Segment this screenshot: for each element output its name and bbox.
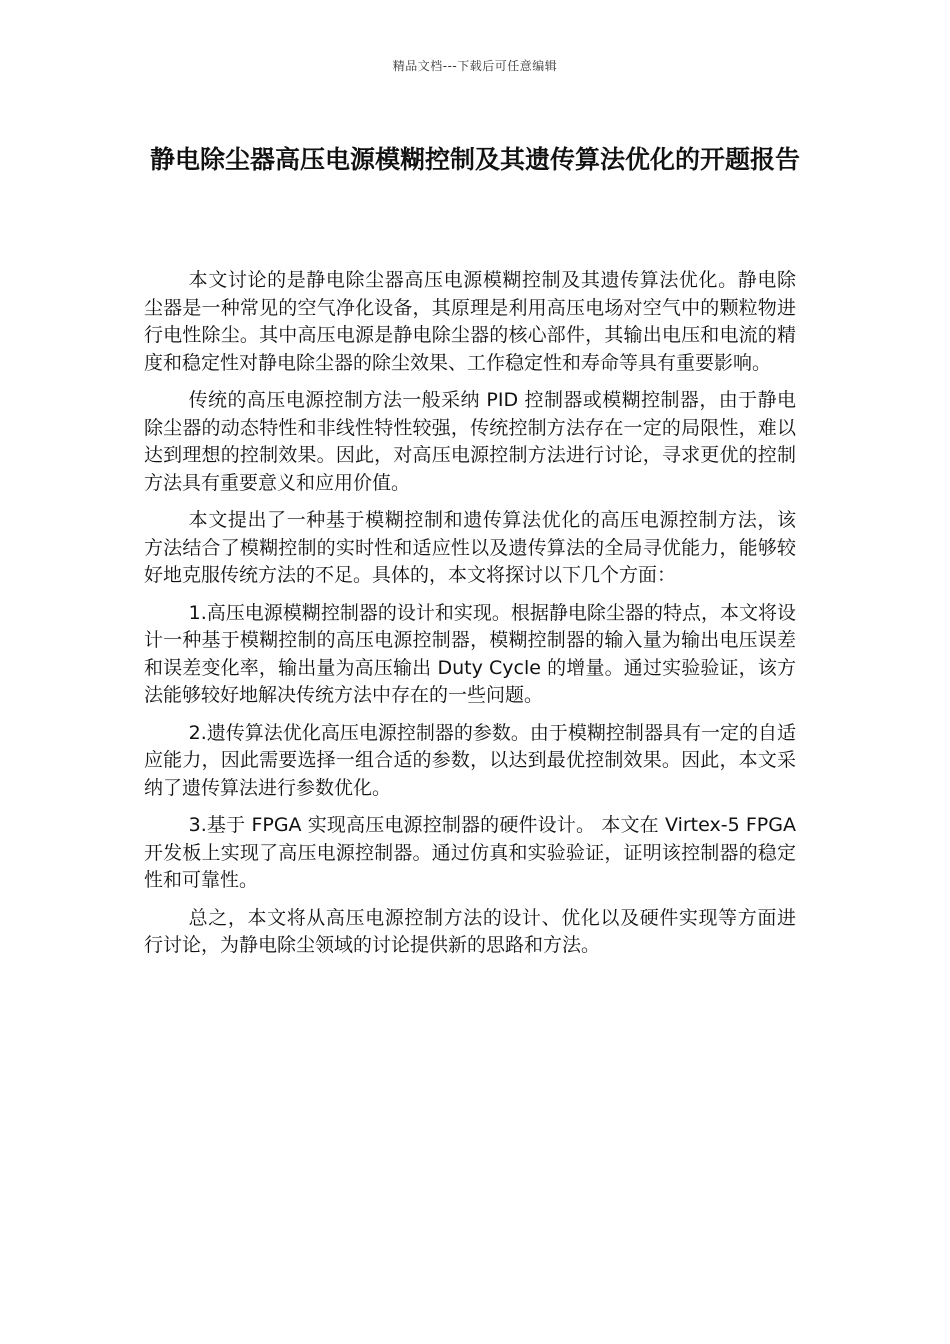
paragraph-proposed-method: 本文提出了一种基于模糊控制和遗传算法优化的高压电源控制方法，该方法结合了模糊控制的实时性和适应性以及遗传算法的全局寻优能力，能够较好地克服传统方法的不足。具体的，本文将探讨以下几个方面： bbox=[144, 509, 796, 586]
paragraph-conclusion: 总之，本文将从高压电源控制方法的设计、优化以及硬件实现等方面进行讨论，为静电除尘领域的讨论提供新的思路和方法。 bbox=[144, 906, 796, 956]
paragraph-intro: 本文讨论的是静电除尘器高压电源模糊控制及其遗传算法优化。静电除尘器是一种常见的空气净化设备，其原理是利用高压电场对空气中的颗粒物进行电性除尘。其中高压电源是静电除尘器的核心部件，其输出电压和电流的精度和稳定性对静电除尘器的除尘效果、工作稳定性和寿命等具有重要影响。 bbox=[144, 269, 796, 374]
paragraph-item-2: 2.遗传算法优化高压电源控制器的参数。由于模糊控制器具有一定的自适应能力，因此需要选择一组合适的参数，以达到最优控制效果。因此，本文采纳了遗传算法进行参数优化。 bbox=[144, 721, 796, 799]
document-title: 静电除尘器高压电源模糊控制及其遗传算法优化的开题报告 bbox=[149, 145, 800, 174]
document-body bbox=[144, 267, 796, 970]
paragraph-item-3: 3.基于 FPGA 实现高压电源控制器的硬件设计。 本文在 Virtex-5 FPGA 开发板上实现了高压电源控制器。通过仿真和实验验证，证明该控制器的稳定性和可靠性。 bbox=[144, 814, 796, 891]
paragraph-traditional-control: 传统的高压电源控制方法一般采纳 PID 控制器或模糊控制器，由于静电除尘器的动态特性和非线性特性较强，传统控制方法存在一定的局限性，难以达到理想的控制效果。因此，对高压电源控制方法进行讨论，寻求更优的控制方法具有重要意义和应用价值。 bbox=[144, 389, 796, 494]
header-note: 精品文档---下载后可任意编辑 bbox=[392, 59, 558, 73]
paragraph-item-1: 1.高压电源模糊控制器的设计和实现。根据静电除尘器的特点，本文将设计一种基于模糊控制的高压电源控制器，模糊控制器的输入量为输出电压误差和误差变化率，输出量为高压输出 Duty Cycle 的增量。通过实验验证，该方法能够较好地解决传统方法中存在的一些问题。 bbox=[144, 601, 796, 706]
